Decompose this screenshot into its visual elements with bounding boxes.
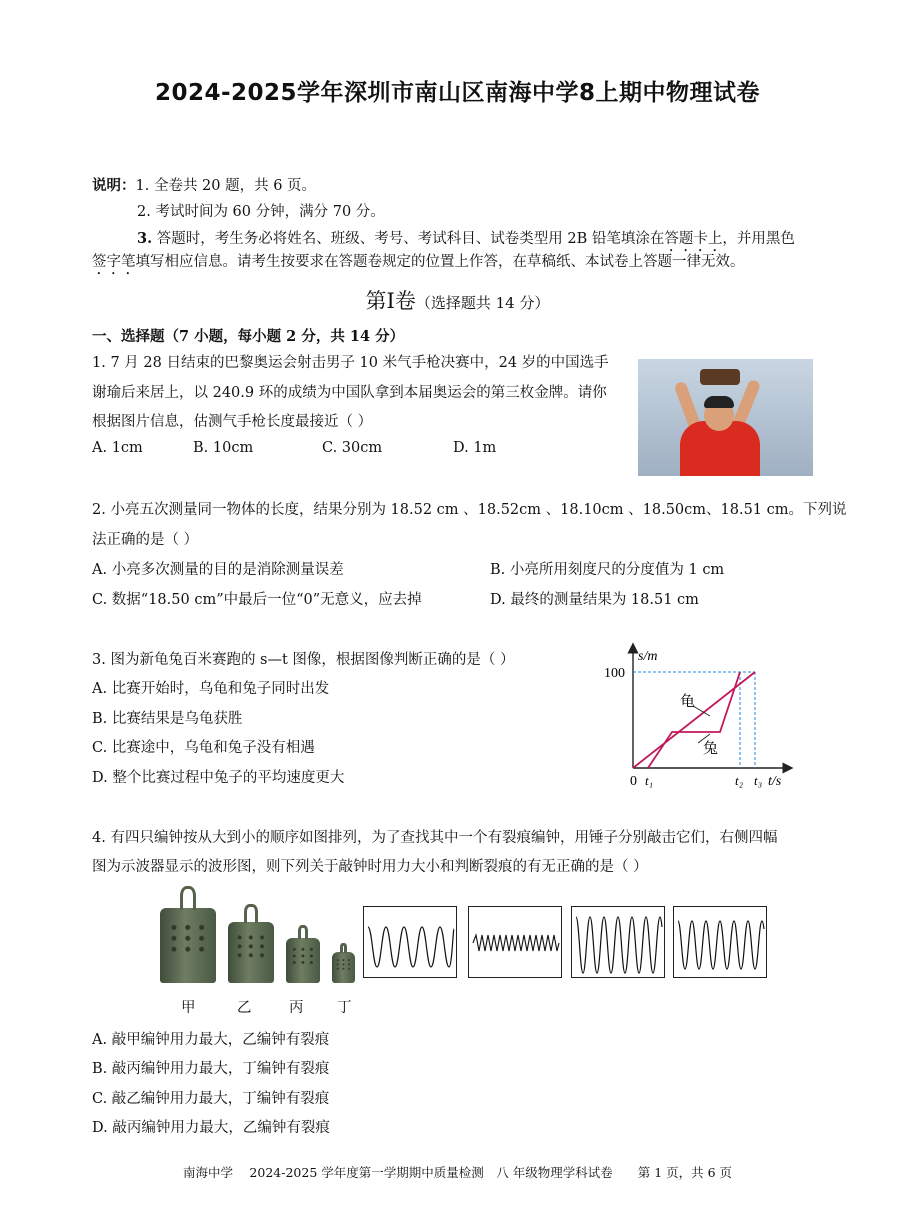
- instruction-item-1: 1. 全卷共 20 题，共 6 页。: [135, 178, 317, 194]
- x-axis-label: t/s: [768, 774, 782, 789]
- tortoise-label: 龟: [680, 692, 696, 710]
- y-tick-100: 100: [604, 666, 625, 681]
- q3-option-b: B. 比赛结果是乌龟获胜: [92, 711, 243, 727]
- q1-line-3: 根据图片信息，估测气手枪长度最接近（ ）: [92, 414, 373, 430]
- t3-label: t₃: [754, 773, 763, 788]
- waveform-4: [673, 906, 767, 978]
- q2-line-2: 法正确的是（ ）: [92, 532, 199, 548]
- instruction-item-3-text-a: 答题时，考生务必将姓名、班级、考号、考试科目、试卷类型用 2B 铅笔填涂在: [156, 231, 665, 247]
- q3-option-d: D. 整个比赛过程中兔子的平均速度更大: [92, 770, 345, 786]
- bell-label-jia: 甲: [181, 1000, 196, 1016]
- bell-label-ding: 丁: [337, 1000, 352, 1016]
- exam-title: 2024-2025学年深圳市南山区南海中学8上期中物理试卷: [154, 80, 761, 106]
- origin-label: 0: [630, 774, 637, 789]
- waveform-1: [363, 906, 457, 978]
- q4-option-d: D. 敲丙编钟用力最大，乙编钟有裂痕: [92, 1120, 330, 1136]
- rabbit-label: 兔: [703, 739, 719, 757]
- y-axis-label: s/m: [638, 649, 658, 664]
- instruction-item-3-line-2: [92, 250, 745, 278]
- q3-line-1: 3. 图为新龟兔百米赛跑的 s—t 图像，根据图像判断正确的是（ ）: [92, 652, 515, 668]
- bell-yi: [228, 922, 274, 983]
- q2-option-d: D. 最终的测量结果为 18.51 cm: [490, 592, 699, 608]
- q1-line-1: 1. 7 月 28 日结束的巴黎奥运会射击男子 10 米气手枪决赛中，24 岁的中国选手: [92, 355, 609, 371]
- q2-option-b: B. 小亮所用刻度尺的分度值为 1 cm: [490, 562, 725, 578]
- section-title-sub: （选择题共 14 分）: [415, 294, 550, 312]
- shooter-photo: [638, 359, 813, 476]
- instruction-item-3-emphasis-b: 签字笔: [92, 254, 136, 270]
- bell-label-bing: 丙: [289, 1000, 304, 1016]
- instruction-item-2: 2. 考试时间为 60 分钟，满分 70 分。: [137, 204, 385, 220]
- waveform-2: [468, 906, 562, 978]
- q4-line-1: 4. 有四只编钟按从大到小的顺序如图排列，为了查找其中一个有裂痕编钟，用锤子分别敲击它们，右侧四幅: [92, 830, 778, 846]
- q3-option-c: C. 比赛途中，乌龟和兔子没有相遇: [92, 740, 315, 756]
- q4-option-b: B. 敲丙编钟用力最大，丁编钟有裂痕: [92, 1061, 330, 1077]
- q1-option-d: D. 1m: [453, 440, 497, 456]
- instruction-item-3-text-c: 填写相应信息。请考生按要求在答题卷规定的位置上作答，在草稿纸、本试卷上答题一律无效。: [135, 254, 745, 270]
- q4-option-c: C. 敲乙编钟用力最大，丁编钟有裂痕: [92, 1091, 330, 1107]
- part-1-heading: 一、选择题（7 小题，每小题 2 分，共 14 分）: [92, 328, 405, 345]
- instructions-line-1: [92, 174, 316, 195]
- instruction-item-3-emphasis-a: 答题卡上: [664, 231, 723, 247]
- bell-label-yi: 乙: [237, 1000, 252, 1016]
- bell-bing: [286, 938, 320, 983]
- t2-label: t₂: [735, 773, 744, 788]
- waveform-3: [571, 906, 665, 978]
- t1-label: t₁: [645, 773, 654, 788]
- section-title: [0, 285, 915, 315]
- q1-line-2: 谢瑜后来居上，以 240.9 环的成绩为中国队拿到本届奥运会的第三枚金牌。请你: [92, 385, 607, 401]
- page-footer: 南海中学 2024-2025 学年度第一学期期中质量检测 八 年级物理学科试卷 第 1 页，共 6 页: [182, 1165, 733, 1180]
- q2-option-a: A. 小亮多次测量的目的是消除测量误差: [92, 562, 344, 578]
- q2-option-c: C. 数据“18.50 cm”中最后一位“0”无意义，应去掉: [92, 592, 422, 608]
- bell-jia: [160, 908, 216, 983]
- q1-option-c: C. 30cm: [322, 440, 383, 456]
- q4-option-a: A. 敲甲编钟用力最大，乙编钟有裂痕: [92, 1032, 330, 1048]
- q3-option-a: A. 比赛开始时，乌龟和兔子同时出发: [92, 681, 330, 697]
- instructions-label: 说明：: [92, 177, 136, 194]
- s-t-graph: [600, 640, 800, 800]
- bell-ding: [332, 952, 355, 983]
- q1-option-b: B. 10cm: [193, 440, 254, 456]
- q1-option-a: A. 1cm: [92, 440, 143, 456]
- q4-line-2: 图为示波器显示的波形图，则下列关于敲钟时用力大小和判断裂痕的有无正确的是（ ）: [92, 859, 648, 875]
- instruction-item-3-text-b: ，并用黑色: [722, 231, 795, 247]
- q2-line-1: 2. 小亮五次测量同一物体的长度，结果分别为 18.52 cm 、18.52cm 、18.10cm 、18.50cm、18.51 cm。下列说: [92, 502, 847, 518]
- section-title-main: 第Ⅰ卷: [365, 289, 416, 313]
- instruction-item-3-number: 3.: [137, 230, 153, 247]
- tortoise-line: [633, 672, 755, 768]
